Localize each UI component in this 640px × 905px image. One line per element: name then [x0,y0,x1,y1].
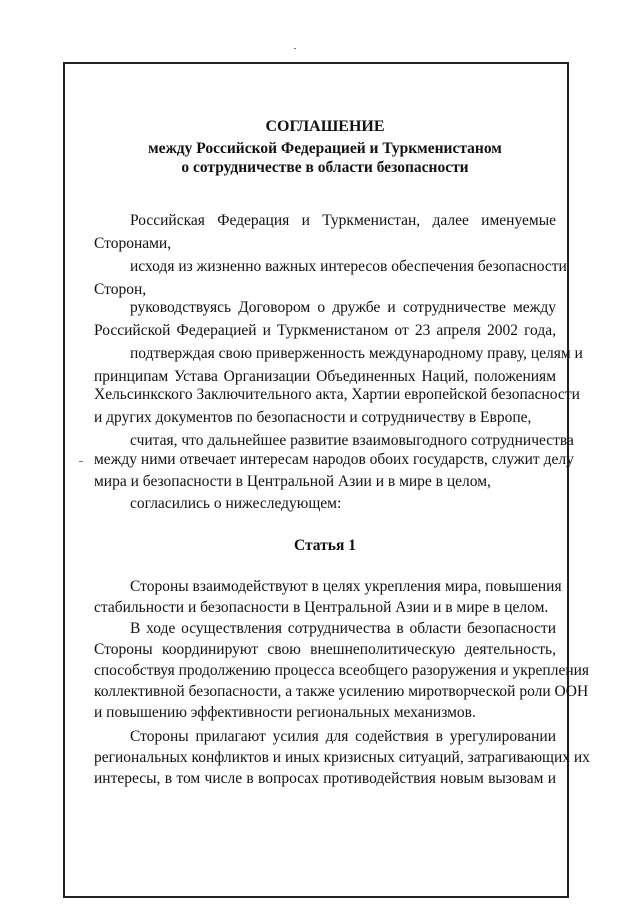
scan-speck [294,48,296,49]
article-line: Стороны координируют свою внешнеполитическую деятельность, [94,641,556,658]
article-heading: Статья 1 [294,537,356,554]
article-line: коллективной безопасности, а также усилению миротворческой роли ООН [94,683,589,700]
article-line: В ходе осуществления сотрудничества в области безопасности [130,620,556,637]
preamble-line: руководствуясь Договором о дружбе и сотрудничестве между [130,299,556,316]
margin-mark [79,461,83,462]
preamble-line: Российская Федерация и Туркменистан, далее именуемые [130,212,556,229]
preamble-line: Сторонами, [94,235,172,252]
article-line: стабильности и безопасности в Центральной Азии и в мире в целом. [94,599,549,616]
preamble-line: Сторон, [94,281,147,298]
preamble-line: принципам Устава Организации Объединенных Наций, положениям [94,368,556,385]
preamble-line: мира и безопасности в Центральной Азии и в мире в целом, [94,473,491,490]
preamble-line: подтверждая свою приверженность международному праву, целям и [130,345,583,362]
article-line: интересы, в том числе в вопросах противодействия новым вызовам и [94,770,556,787]
preamble-line: согласились о нижеследующем: [130,495,342,512]
preamble-line: считая, что дальнейшее развитие взаимовыгодного сотрудничества [130,432,574,449]
article-line: и повышению эффективности региональных механизмов. [94,704,476,721]
preamble-line: между ними отвечает интересам народов обоих государств, служит делу [94,451,574,468]
preamble-line: Хельсинкского Заключительного акта, Хартии европейской безопасности [94,386,580,403]
preamble-line: Российской Федерацией и Туркменистаном от 23 апреля 2002 года, [94,322,556,339]
article-line: способствуя продолжению процесса всеобщего разоружения и укрепления [94,662,590,679]
document-subtitle-line-1: между Российской Федерацией и Туркменистаном [148,140,502,157]
document-subtitle-line-2: о сотрудничестве в области безопасности [181,159,469,176]
preamble-line: исходя из жизненно важных интересов обеспечения безопасности [130,258,567,275]
article-line: региональных конфликтов и иных кризисных ситуаций, затрагивающих их [94,749,590,766]
preamble-line: и других документов по безопасности и сотрудничеству в Европе, [94,409,532,426]
article-line: Стороны взаимодействуют в целях укрепления мира, повышения [130,578,562,595]
article-line: Стороны прилагают усилия для содействия в урегулировании [130,728,556,745]
document-title: СОГЛАШЕНИЕ [265,118,385,135]
